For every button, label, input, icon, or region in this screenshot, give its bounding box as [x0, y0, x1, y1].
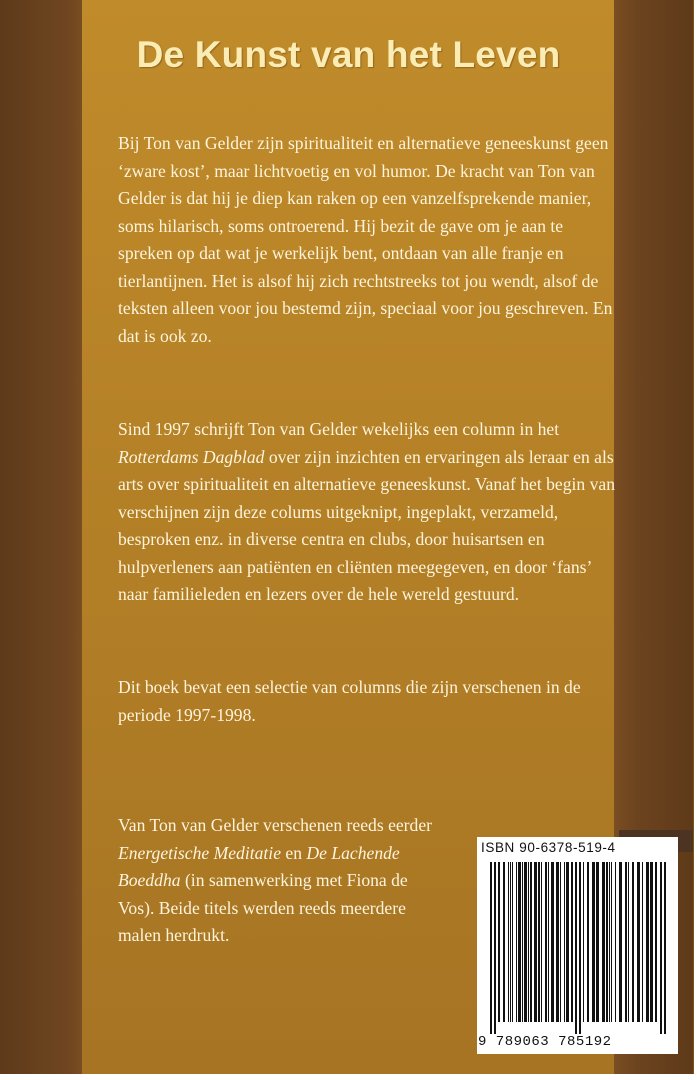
barcode-bar — [548, 862, 549, 1022]
barcode-bar — [528, 862, 529, 1022]
barcode-bar — [583, 862, 584, 1022]
blurb-paragraph-3: Dit boek bevat een selectie van columns die zijn verschenen in de periode 1997-1998. — [118, 677, 581, 725]
isbn-barcode — [482, 862, 674, 1034]
barcode-bar — [510, 862, 511, 1022]
paragraph-4-text-c: (in samenwerking met Fiona de Vos). Beide titels werden reeds meerdere malen herdrukt. — [118, 870, 408, 945]
barcode-digits: 9 789063 785192 — [478, 1034, 612, 1050]
newspaper-name: Rotterdams Dagblad — [118, 446, 265, 467]
barcode-bar — [518, 862, 521, 1022]
barcode-bar — [516, 862, 517, 1022]
blurb-paragraph-1: Bij Ton van Gelder zijn spiritualiteit en alternatieve geneeskunst geen ‘zware kost’, maar lichtvoetig en vol humor. De kracht van Ton van Gelder is dat hij je diep kan raken op een vanzelfsprekende manier, soms hilarisch, soms ontroerend. Hij bezit de gave om je aan te spreken op dat wat je werkelijk bent, ontdaan van alle franje en tierlantijnen. Het is alsof hij zich rechtstreeks tot jou wendt, alsof de teksten alleen voor jou bestemd zijn, speciaal voor jou geschreven. En dat is ook zo. — [118, 133, 613, 346]
barcode-bar — [508, 862, 509, 1022]
barcode-bar — [592, 862, 595, 1022]
barcode-bar — [503, 862, 505, 1022]
blurb-paragraph-2 — [118, 416, 618, 609]
earlier-book-2: De Lachende Boeddha — [118, 842, 400, 890]
barcode-bar — [560, 862, 561, 1022]
paragraph-2-text-a: Sind 1997 schrijft Ton van Gelder wekelijks een column in het — [118, 419, 560, 439]
barcode-bar — [556, 862, 559, 1022]
barcode-bar — [571, 862, 573, 1022]
barcode-bar — [637, 862, 640, 1022]
barcode-bar — [646, 862, 649, 1022]
barcode-bar — [524, 862, 527, 1022]
barcode-bar — [564, 862, 565, 1022]
blurb-paragraph-4 — [118, 812, 438, 950]
barcode-bar — [498, 862, 500, 1022]
book-title: De Kunst van het Leven — [136, 34, 561, 75]
barcode-bar — [538, 862, 540, 1022]
isbn-number: ISBN 90-6378-519-4 — [481, 840, 616, 855]
barcode-bar — [530, 862, 532, 1022]
barcode-guard-bar — [664, 862, 666, 1034]
earlier-book-1: Energetische Meditatie — [118, 842, 282, 863]
barcode-bar — [606, 862, 608, 1022]
barcode-bar — [609, 862, 610, 1022]
barcode-bar — [522, 862, 523, 1022]
barcode-bar — [545, 862, 547, 1022]
barcode-bar — [587, 862, 589, 1022]
paragraph-2-text-b: over zijn inzichten en ervaringen als leraar en als arts over spiritualiteit en alternatieve geneeskunst. Vanaf het begin van verschijnen zijn deze colums uitgeknipt, ingeplakt, verzameld, besproken enz. in diverse centra en clubs, door huisartsen en hulpverleners aan patiënten en cliënten meegegeven, en door ‘fans’ naar familieleden en lezers over de hele wereld gestuurd. — [118, 446, 616, 604]
paragraph-4-text-a: Van Ton van Gelder verschenen reeds eerder — [118, 815, 433, 835]
paragraph-4-text-b: en — [281, 842, 307, 863]
barcode-guard-bar — [494, 862, 496, 1034]
barcode-bar — [566, 862, 569, 1022]
barcode-bar — [619, 862, 622, 1022]
left-brown-band — [0, 0, 82, 1074]
barcode-guard-bar — [660, 862, 662, 1034]
barcode-bar — [602, 862, 605, 1022]
barcode-bar — [628, 862, 629, 1022]
barcode-bar — [596, 862, 599, 1022]
barcode-bar — [655, 862, 657, 1022]
barcode-bar — [632, 862, 634, 1022]
barcode-bar — [534, 862, 537, 1022]
barcode-guard-bar — [575, 862, 577, 1034]
barcode-guard-bar — [579, 862, 581, 1034]
barcode-bar — [512, 862, 513, 1022]
barcode-bar — [611, 862, 612, 1022]
barcode-bar — [615, 862, 616, 1022]
barcode-guard-bar — [490, 862, 492, 1034]
barcode-bar — [551, 862, 554, 1022]
barcode-bar — [625, 862, 627, 1022]
barcode-bar — [541, 862, 542, 1022]
barcode-bar — [642, 862, 643, 1022]
barcode-bar — [650, 862, 653, 1022]
